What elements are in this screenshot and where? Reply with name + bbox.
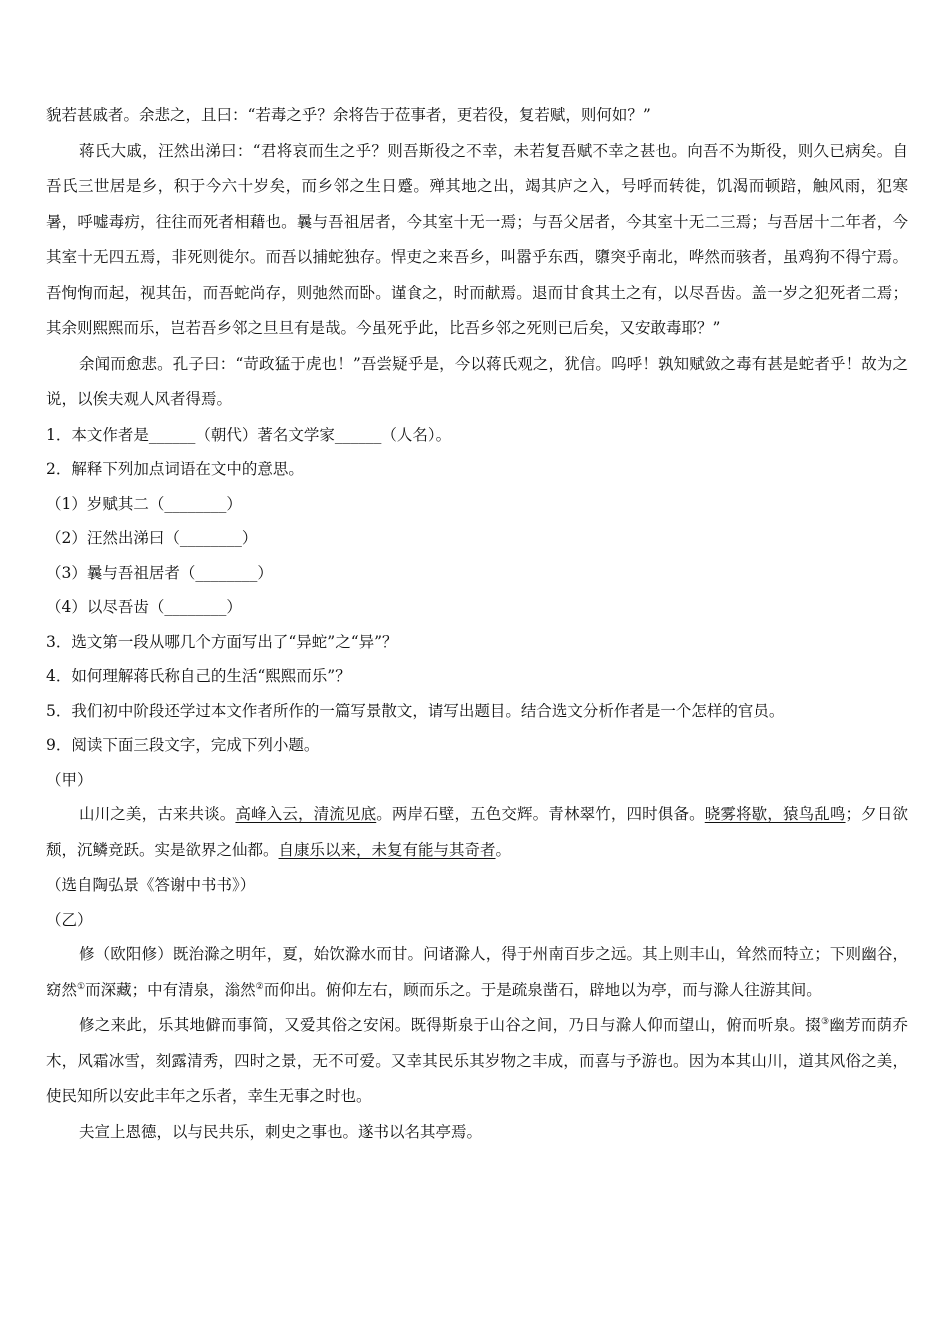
yi-p1-text-a: 修（欧阳修）既治滁之明年，夏，始饮滁水而甘。问诸滁人，得于州南百步之远。其上则丰山，耸然而特立；下则幽谷，窈然: [46, 945, 908, 999]
jia-underlined-3: 自康乐以来，未复有能与其奇者: [278, 840, 496, 859]
question-2-item-2: （2）汪然出涕曰（________）: [46, 529, 258, 547]
yi-p2-text-b: 幽芳而荫乔木，风霜冰雪，刻露清秀，四时之景，无不可爱。又幸其民乐其岁物之丰成，而喜与予游也。因为本其山川，道其风俗之美，使民知所以安此丰年之乐者，幸生无事之时也。: [46, 1016, 908, 1105]
question-2-item-1: （1）岁赋其二（________）: [46, 494, 242, 513]
jia-text-3: ；夕日欲颓，沉鳞竞跃。实是欲界之仙都。: [46, 805, 908, 859]
question-2-item-3: （3）曩与吾祖居者（________）: [46, 563, 273, 582]
section-jia-label: （甲）: [46, 770, 93, 789]
passage-paragraph-1: 貌若甚戚者。余悲之，且曰：“若毒之乎？余将告于莅事者，更若役，复若赋，则何如？”: [46, 106, 651, 124]
question-9: 9．阅读下面三段文字，完成下列小题。: [46, 736, 320, 754]
jia-text-2: 。两岸石壁，五色交辉。青林翠竹，四时俱备。: [376, 805, 705, 823]
section-yi-label: （乙）: [46, 910, 93, 929]
document-page: [46, 98, 908, 1150]
question-4: 4．如何理解蒋氏称自己的生活“熙熙而乐”？: [46, 667, 351, 685]
section-jia-text: [46, 797, 908, 868]
passage-paragraph-2: 蒋氏大戚，汪然出涕曰：“君将哀而生之乎？则吾斯役之不幸，未若复吾赋不幸之甚也。向吾不为斯役，则久已病矣。自吾氏三世居是乡，积于今六十岁矣，而乡邻之生日蹙。殚其地之出，竭其庐之入，号呼而转徙，饥渴而顿踣，触风雨，犯寒暑，呼嘘毒疠，往往而死者相藉也。曩与吾祖居者，今其室十无一焉；与吾父居者，今其室十无二三焉；与吾居十二年者，今其室十无四五焉，非死则徙尔。而吾以捕蛇独存。悍吏之来吾乡，叫嚣乎东西，隳突乎南北，哗然而骇者，虽鸡狗不得宁焉。吾恂恂而起，视其缶，而吾蛇尚存，则弛然而卧。谨食之，时而献焉。退而甘食其土之有，以尽吾齿。盖一岁之犯死者二焉；其余则熙熙而乐，岂若吾乡邻之旦旦有是哉。今虽死乎此，比吾乡邻之死则已后矣，又安敢毒耶？”: [46, 141, 908, 337]
footnote-marker-2: ②: [255, 981, 264, 992]
jia-underlined-2: 晓雾将歇，猿鸟乱鸣: [704, 805, 846, 823]
yi-p1-text-b: 而深藏；中有清泉，滃然: [85, 980, 256, 999]
question-1: 1．本文作者是______（朝代）著名文学家______（人名）。: [46, 425, 452, 444]
yi-p2-text-a: 修之来此，乐其地僻而事简，又爱其俗之安闲。既得斯泉于山谷之间，乃日与滁人仰而望山，俯而听泉。掇: [79, 1016, 821, 1034]
footnote-marker-3: ③: [820, 1016, 830, 1027]
question-3: 3．选文第一段从哪几个方面写出了“异蛇”之“异”？: [46, 632, 398, 651]
section-yi-paragraph-3: 夫宣上恩德，以与民共乐，刺史之事也。遂书以名其亭焉。: [79, 1122, 483, 1141]
jia-underlined-1: 高峰入云，清流见底: [235, 805, 377, 823]
section-yi-paragraph-1: [46, 937, 908, 1008]
yi-p1-text-c: 而仰出。俯仰左右，顾而乐之。于是疏泉凿石，辟地以为亭，而与滁人往游其间。: [263, 980, 822, 999]
jia-text-1: 山川之美，古来共谈。: [79, 805, 236, 823]
passage-paragraph-3: 余闻而愈悲。孔子曰：“苛政猛于虎也！”吾尝疑乎是，今以蒋氏观之，犹信。呜呼！孰知赋敛之毒有甚是蛇者乎！故为之说，以俟夫观人风者得焉。: [46, 354, 908, 408]
section-yi-paragraph-2: [46, 1008, 908, 1115]
question-5: 5．我们初中阶段还学过本文作者所作的一篇写景散文，请写出题目。结合选文分析作者是一个怎样的官员。: [46, 701, 785, 720]
footnote-marker-1: ①: [77, 981, 86, 992]
section-jia-source: （选自陶弘景《答谢中书书》）: [46, 876, 256, 894]
question-2: 2．解释下列加点词语在文中的意思。: [46, 460, 304, 478]
jia-text-4: 。: [495, 840, 512, 859]
question-2-item-4: （4）以尽吾齿（________）: [46, 598, 242, 616]
